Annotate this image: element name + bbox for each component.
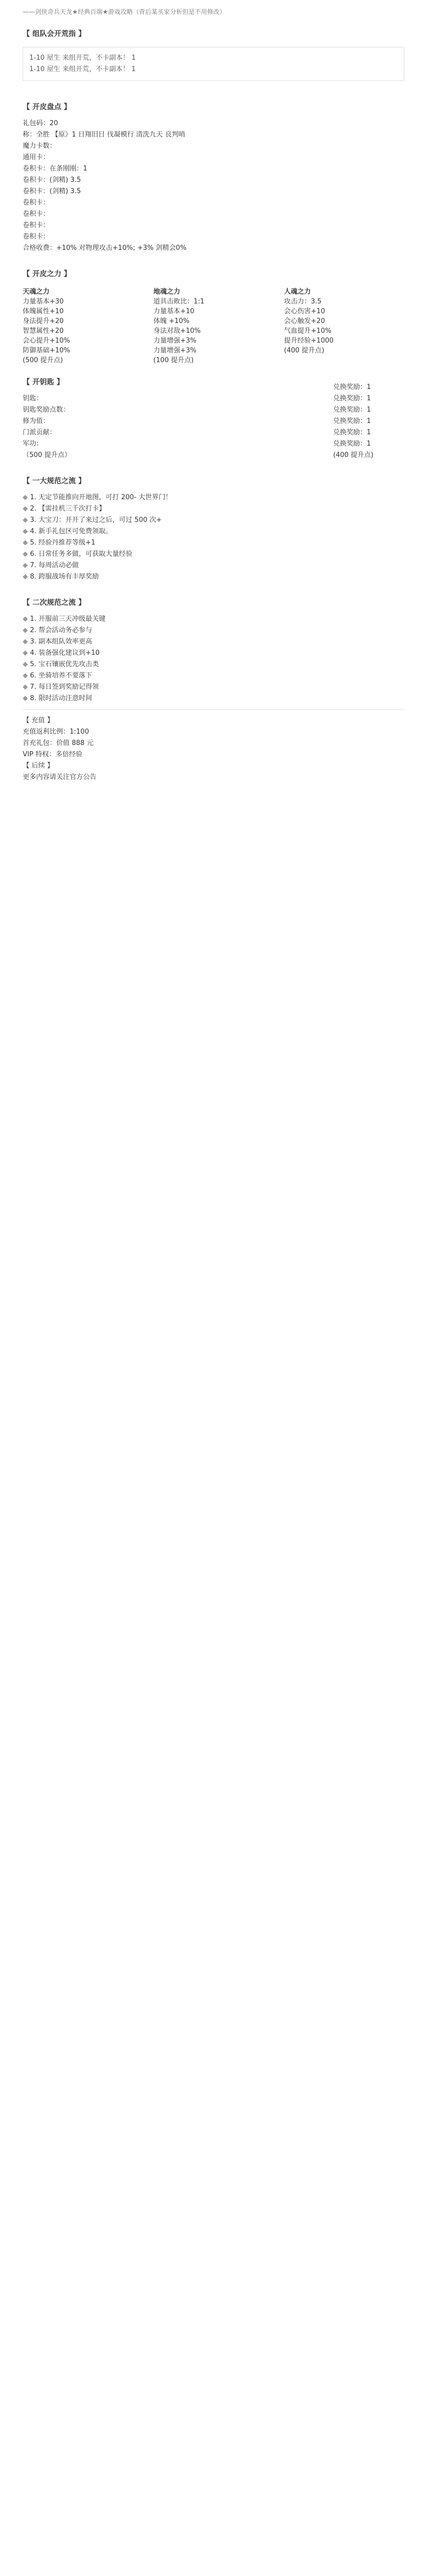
- line: 合格收费：+10% 对物理攻击+10%; +3% 剑精会0%: [23, 244, 187, 252]
- notice-box: [23, 47, 404, 81]
- line: 兑换奖励：1: [333, 395, 371, 402]
- rule-item: ◆ 2. 【需挂机三千次打卡】: [23, 503, 404, 515]
- section-footer: [23, 709, 404, 783]
- col-item: (100 提升点): [153, 357, 194, 364]
- col-heaven: [23, 286, 143, 364]
- rule-item: ◆ 8. 限时活动注意时间: [23, 693, 404, 704]
- line: 卷积卡：在条刚刚：1: [23, 165, 88, 173]
- footer-line: 【 后续 】: [23, 762, 54, 770]
- line: 钥匙：: [23, 395, 43, 402]
- notice-line: 1-10 屋生 来组开荒，不卡副本！ 1: [29, 65, 136, 73]
- footer-list: [23, 715, 404, 783]
- col-item: 体魄 +10%: [153, 317, 190, 325]
- rule-item: ◆ 2. 帮会活动务必参与: [23, 625, 404, 636]
- col-item: 力量增强+3%: [153, 337, 197, 345]
- notice-line: 1-10 屋生 来组开荒，不卡副本！ 1: [29, 54, 136, 62]
- col-item: 体魄属性+10: [23, 308, 64, 315]
- rules-list: [23, 614, 404, 704]
- col-item: 身法提升+20: [23, 317, 64, 325]
- rule-item: ◆ 3. 大宝刀：开开了来过之后，可过 500 次+: [23, 515, 404, 526]
- power-table: [23, 286, 404, 364]
- rule-item: ◆ 6. 日常任务多做，可获取大量经验: [23, 549, 404, 560]
- line: 军功：: [23, 440, 43, 448]
- line: 通用卡：: [23, 154, 50, 161]
- line: 兑换奖励：1: [333, 429, 371, 436]
- col-item: 力量基本+10: [153, 308, 194, 315]
- footer-line: 充值返利比例：1:100: [23, 728, 89, 736]
- col-item: 力量基本+30: [23, 298, 64, 306]
- rule-item: ◆ 6. 坐骑培养不要落下: [23, 670, 404, 682]
- footer-line: 更多内容请关注官方公告: [23, 773, 97, 781]
- line: 门派贡献：: [23, 429, 57, 436]
- section-title: 【 开钥匙 】: [23, 378, 64, 386]
- section-title: 【 一大规范之流 】: [23, 477, 86, 485]
- section-rule-two: [23, 585, 404, 704]
- rule-item: ◆ 1. 开服前三天冲级最关键: [23, 614, 404, 625]
- line: 魔力卡数：: [23, 142, 57, 150]
- header: [0, 0, 425, 16]
- line: 卷积卡：(剑精) 3.5: [23, 176, 81, 184]
- footer-line: VIP 特权：多倍经验: [23, 751, 83, 758]
- col-item: 力量增强+3%: [153, 347, 197, 354]
- footer-line: 首充礼包：价值 888 元: [23, 739, 94, 747]
- rules-list: [23, 492, 404, 583]
- line: 兑换奖励：1: [333, 417, 371, 425]
- rule-item: ◆ 5. 经验丹推荐等级+1: [23, 537, 404, 549]
- section-open-power: [23, 256, 404, 364]
- col-item: 智慧属性+20: [23, 327, 64, 335]
- rule-item: ◆ 1. 无定节能推向开地图，可打 200- 大世界门！: [23, 492, 404, 503]
- section-title: 【 开皮之力 】: [23, 270, 71, 278]
- col-item: 会心伤害+10: [284, 308, 325, 315]
- line: （500 提升点）: [23, 451, 71, 459]
- col-item: 身法对敌+10%: [153, 327, 201, 335]
- col-title: 地魂之力: [153, 288, 181, 296]
- line: (400 提升点): [333, 451, 373, 459]
- line: 兑换奖励：1: [333, 406, 371, 414]
- col-earth: [153, 286, 273, 364]
- rule-item: ◆ 8. 跨服战场有丰厚奖励: [23, 571, 404, 583]
- rule-item: ◆ 3. 副本组队效率更高: [23, 636, 404, 648]
- col-human: [284, 286, 404, 364]
- header-title: ——剑侠奇兵天龙★经典百端★游戏攻略（背后某买家分析但是不用修改）: [23, 8, 226, 15]
- line: 卷积卡：(剑精) 3.5: [23, 188, 81, 195]
- section-title: 【 开皮盘点 】: [23, 103, 71, 111]
- col-item: 防御基础+10%: [23, 347, 70, 354]
- section-rule-one: [23, 463, 404, 583]
- col-item: (500 提升点): [23, 357, 63, 364]
- section-keys: [23, 364, 404, 461]
- line: 钥匙奖励点数：: [23, 406, 70, 414]
- col-item: 会心提升+10%: [23, 337, 70, 345]
- section-list: [23, 118, 404, 254]
- rule-item: ◆ 4. 装备强化建议到+10: [23, 648, 404, 659]
- rule-item: ◆ 5. 宝石镶嵌优先攻击类: [23, 659, 404, 670]
- col-item: 提升经验+1000: [284, 337, 334, 345]
- divider: [23, 709, 404, 710]
- col-item: 道具击败比：1:1: [153, 298, 205, 306]
- keys-right-list: [333, 382, 373, 461]
- footer-line: 【 充值 】: [23, 717, 54, 724]
- line: 卷积卡：: [23, 222, 50, 229]
- col-item: 攻击力：3.5: [284, 298, 322, 306]
- line: 卷积卡：: [23, 199, 50, 207]
- line: 称：全胜 【原》1 日翔旧日 伐凝模行 清洗九天 良判哨: [23, 131, 185, 139]
- col-title: 人魂之力: [284, 288, 311, 296]
- line: 卷积卡：: [23, 210, 50, 218]
- line: 兑换奖励：1: [333, 440, 371, 448]
- rule-item: ◆ 4. 新手礼包区可免费领取。: [23, 526, 404, 537]
- section-organize: [23, 16, 404, 81]
- col-item: (400 提升点): [284, 347, 324, 354]
- line: 礼包码：20: [23, 120, 58, 127]
- line: 卷积卡：: [23, 233, 50, 241]
- col-title: 天魂之力: [23, 288, 50, 296]
- line: 修为值：: [23, 417, 50, 425]
- section-title: 【 组队会开荒指 】: [23, 30, 86, 38]
- section-open-inventory: [23, 89, 404, 254]
- col-item: 气血提升+10%: [284, 327, 332, 335]
- section-title: 【 二次规范之流 】: [23, 599, 86, 607]
- line: 兑换奖励：1: [333, 383, 371, 391]
- col-item: 会心触发+20: [284, 317, 325, 325]
- rule-item: ◆ 7. 每周活动必做: [23, 560, 404, 571]
- rule-item: ◆ 7. 每日签到奖励记得领: [23, 682, 404, 693]
